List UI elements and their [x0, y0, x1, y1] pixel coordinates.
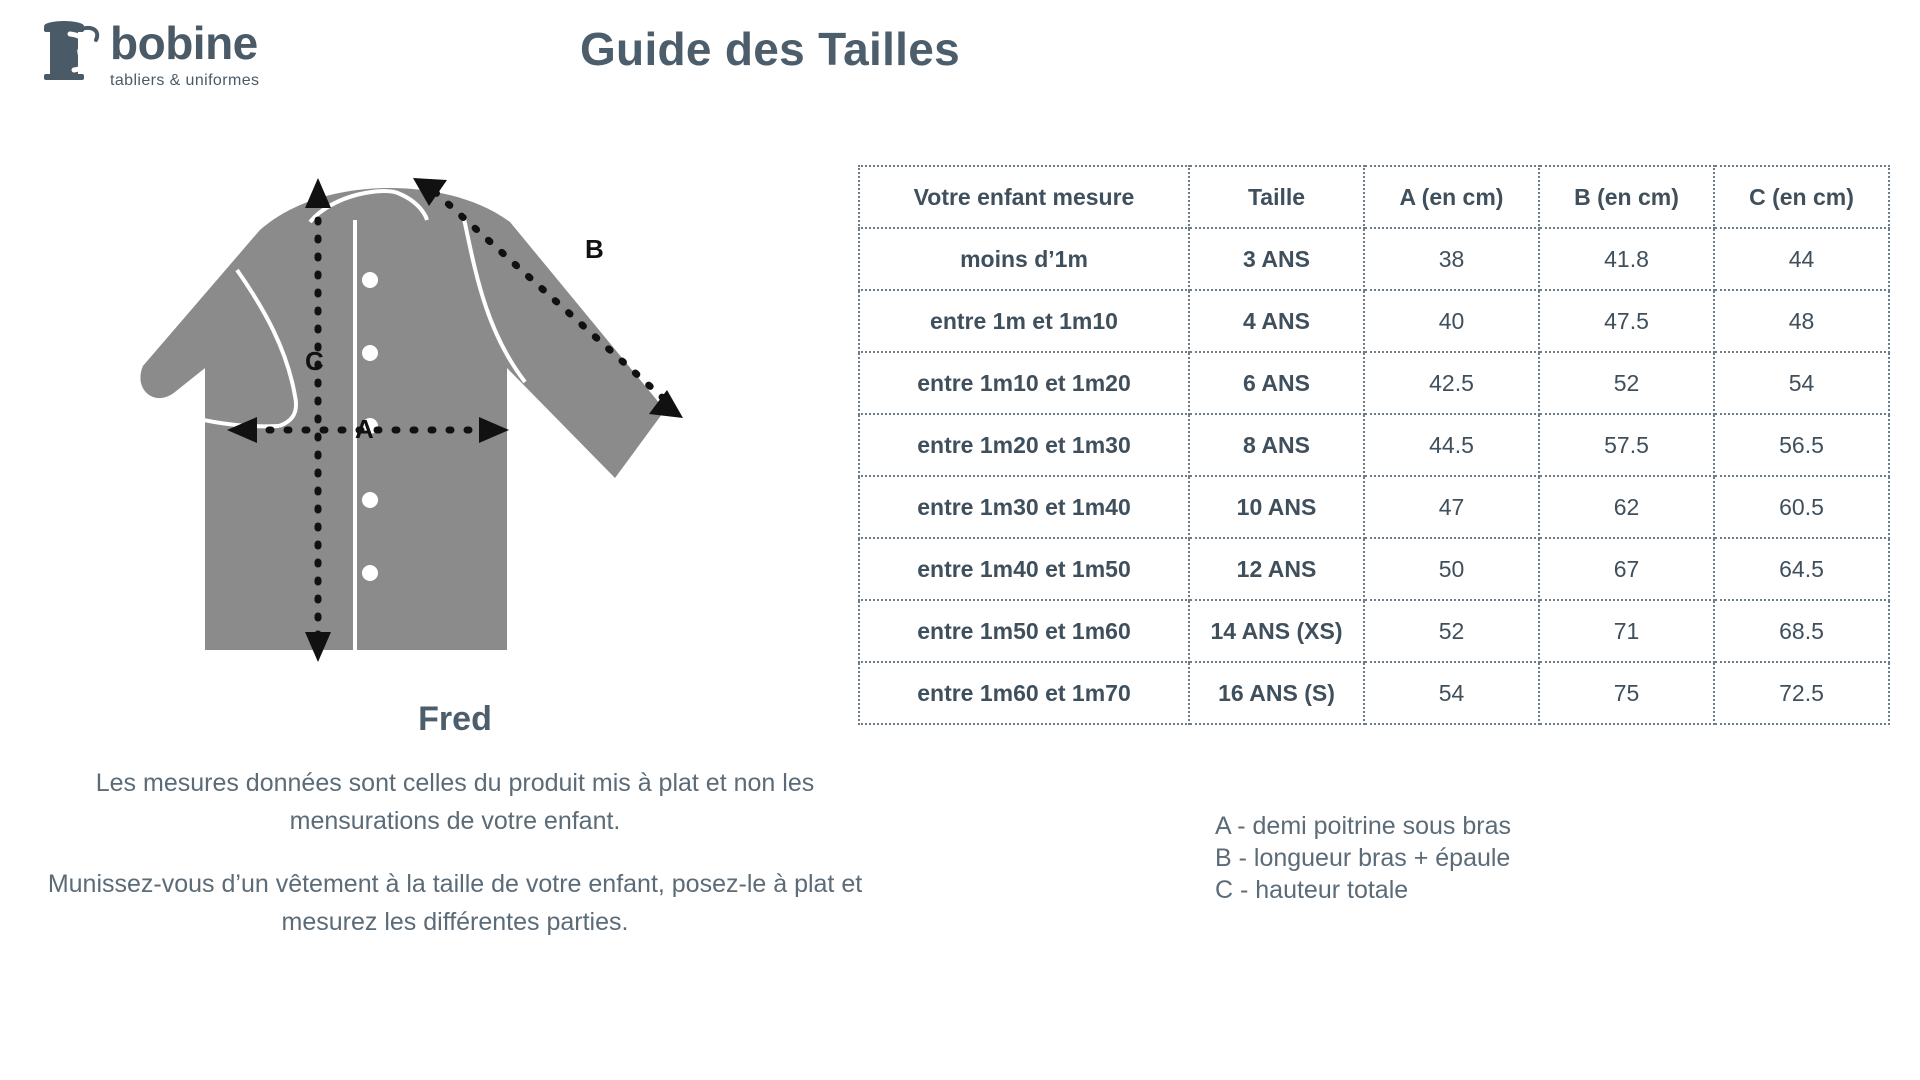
- cell-a: 54: [1364, 662, 1539, 724]
- garment-name: Fred: [418, 700, 492, 738]
- cell-c: 64.5: [1714, 538, 1889, 600]
- size-table-container: [858, 165, 1888, 725]
- cell-mesure: entre 1m10 et 1m20: [859, 352, 1189, 414]
- legend-b: B - longueur bras + épaule: [1215, 844, 1511, 872]
- cell-c: 60.5: [1714, 476, 1889, 538]
- cell-taille: 16 ANS (S): [1189, 662, 1364, 724]
- table-row: [859, 476, 1889, 538]
- cell-b: 41.8: [1539, 228, 1714, 290]
- note-line-2: Munissez-vous d’un vêtement à la taille de votre enfant, posez-le à plat et mesurez les différentes parties.: [47, 870, 863, 936]
- cell-mesure: moins d’1m: [859, 228, 1189, 290]
- label-a: A: [355, 414, 374, 444]
- table-row: [859, 290, 1889, 352]
- cell-c: 72.5: [1714, 662, 1889, 724]
- table-row: [859, 414, 1889, 476]
- cell-mesure: entre 1m60 et 1m70: [859, 662, 1189, 724]
- cell-taille: 4 ANS: [1189, 290, 1364, 352]
- cell-taille: 6 ANS: [1189, 352, 1364, 414]
- note-line-1: Les mesures données sont celles du produit mis à plat et non les mensurations de votre enfant.: [95, 769, 815, 835]
- cell-taille: 3 ANS: [1189, 228, 1364, 290]
- size-table: [858, 165, 1890, 725]
- measurement-legend: [1215, 810, 1511, 906]
- cell-a: 50: [1364, 538, 1539, 600]
- garment-drawing: [55, 160, 855, 680]
- cell-c: 68.5: [1714, 600, 1889, 662]
- cell-a: 42.5: [1364, 352, 1539, 414]
- measurement-notes: [20, 765, 890, 941]
- cell-a: 44.5: [1364, 414, 1539, 476]
- label-b: B: [585, 234, 604, 264]
- brand-name: bobine: [110, 17, 258, 69]
- cell-b: 57.5: [1539, 414, 1714, 476]
- page-title-text: Guide des Tailles: [579, 23, 961, 75]
- cell-c: 54: [1714, 352, 1889, 414]
- table-row: [859, 228, 1889, 290]
- column-header-mesure: Votre enfant mesure: [859, 166, 1189, 228]
- cell-b: 71: [1539, 600, 1714, 662]
- cell-a: 47: [1364, 476, 1539, 538]
- table-row: [859, 662, 1889, 724]
- cell-b: 62: [1539, 476, 1714, 538]
- cell-b: 52: [1539, 352, 1714, 414]
- cell-mesure: entre 1m40 et 1m50: [859, 538, 1189, 600]
- table-row: [859, 538, 1889, 600]
- column-header-a: A (en cm): [1364, 166, 1539, 228]
- cell-mesure: entre 1m et 1m10: [859, 290, 1189, 352]
- cell-mesure: entre 1m30 et 1m40: [859, 476, 1189, 538]
- cell-b: 67: [1539, 538, 1714, 600]
- label-c: C: [305, 346, 324, 376]
- cell-c: 48: [1714, 290, 1889, 352]
- cell-mesure: entre 1m50 et 1m60: [859, 600, 1189, 662]
- page-title: [0, 17, 1920, 76]
- cell-taille: 10 ANS: [1189, 476, 1364, 538]
- column-header-taille: Taille: [1189, 166, 1364, 228]
- cell-a: 40: [1364, 290, 1539, 352]
- cell-a: 38: [1364, 228, 1539, 290]
- legend-c: C - hauteur totale: [1215, 876, 1409, 904]
- cell-b: 75: [1539, 662, 1714, 724]
- table-row: [859, 352, 1889, 414]
- table-row: [859, 600, 1889, 662]
- table-header-row: [859, 166, 1889, 228]
- cell-taille: 8 ANS: [1189, 414, 1364, 476]
- cell-c: 44: [1714, 228, 1889, 290]
- cell-c: 56.5: [1714, 414, 1889, 476]
- cell-taille: 12 ANS: [1189, 538, 1364, 600]
- garment-illustration: [55, 160, 855, 680]
- cell-taille: 14 ANS (XS): [1189, 600, 1364, 662]
- cell-b: 47.5: [1539, 290, 1714, 352]
- column-header-b: B (en cm): [1539, 166, 1714, 228]
- cell-mesure: entre 1m20 et 1m30: [859, 414, 1189, 476]
- legend-a: A - demi poitrine sous bras: [1215, 812, 1511, 840]
- cell-a: 52: [1364, 600, 1539, 662]
- brand-tagline: tabliers & uniformes: [110, 72, 260, 89]
- column-header-c: C (en cm): [1714, 166, 1889, 228]
